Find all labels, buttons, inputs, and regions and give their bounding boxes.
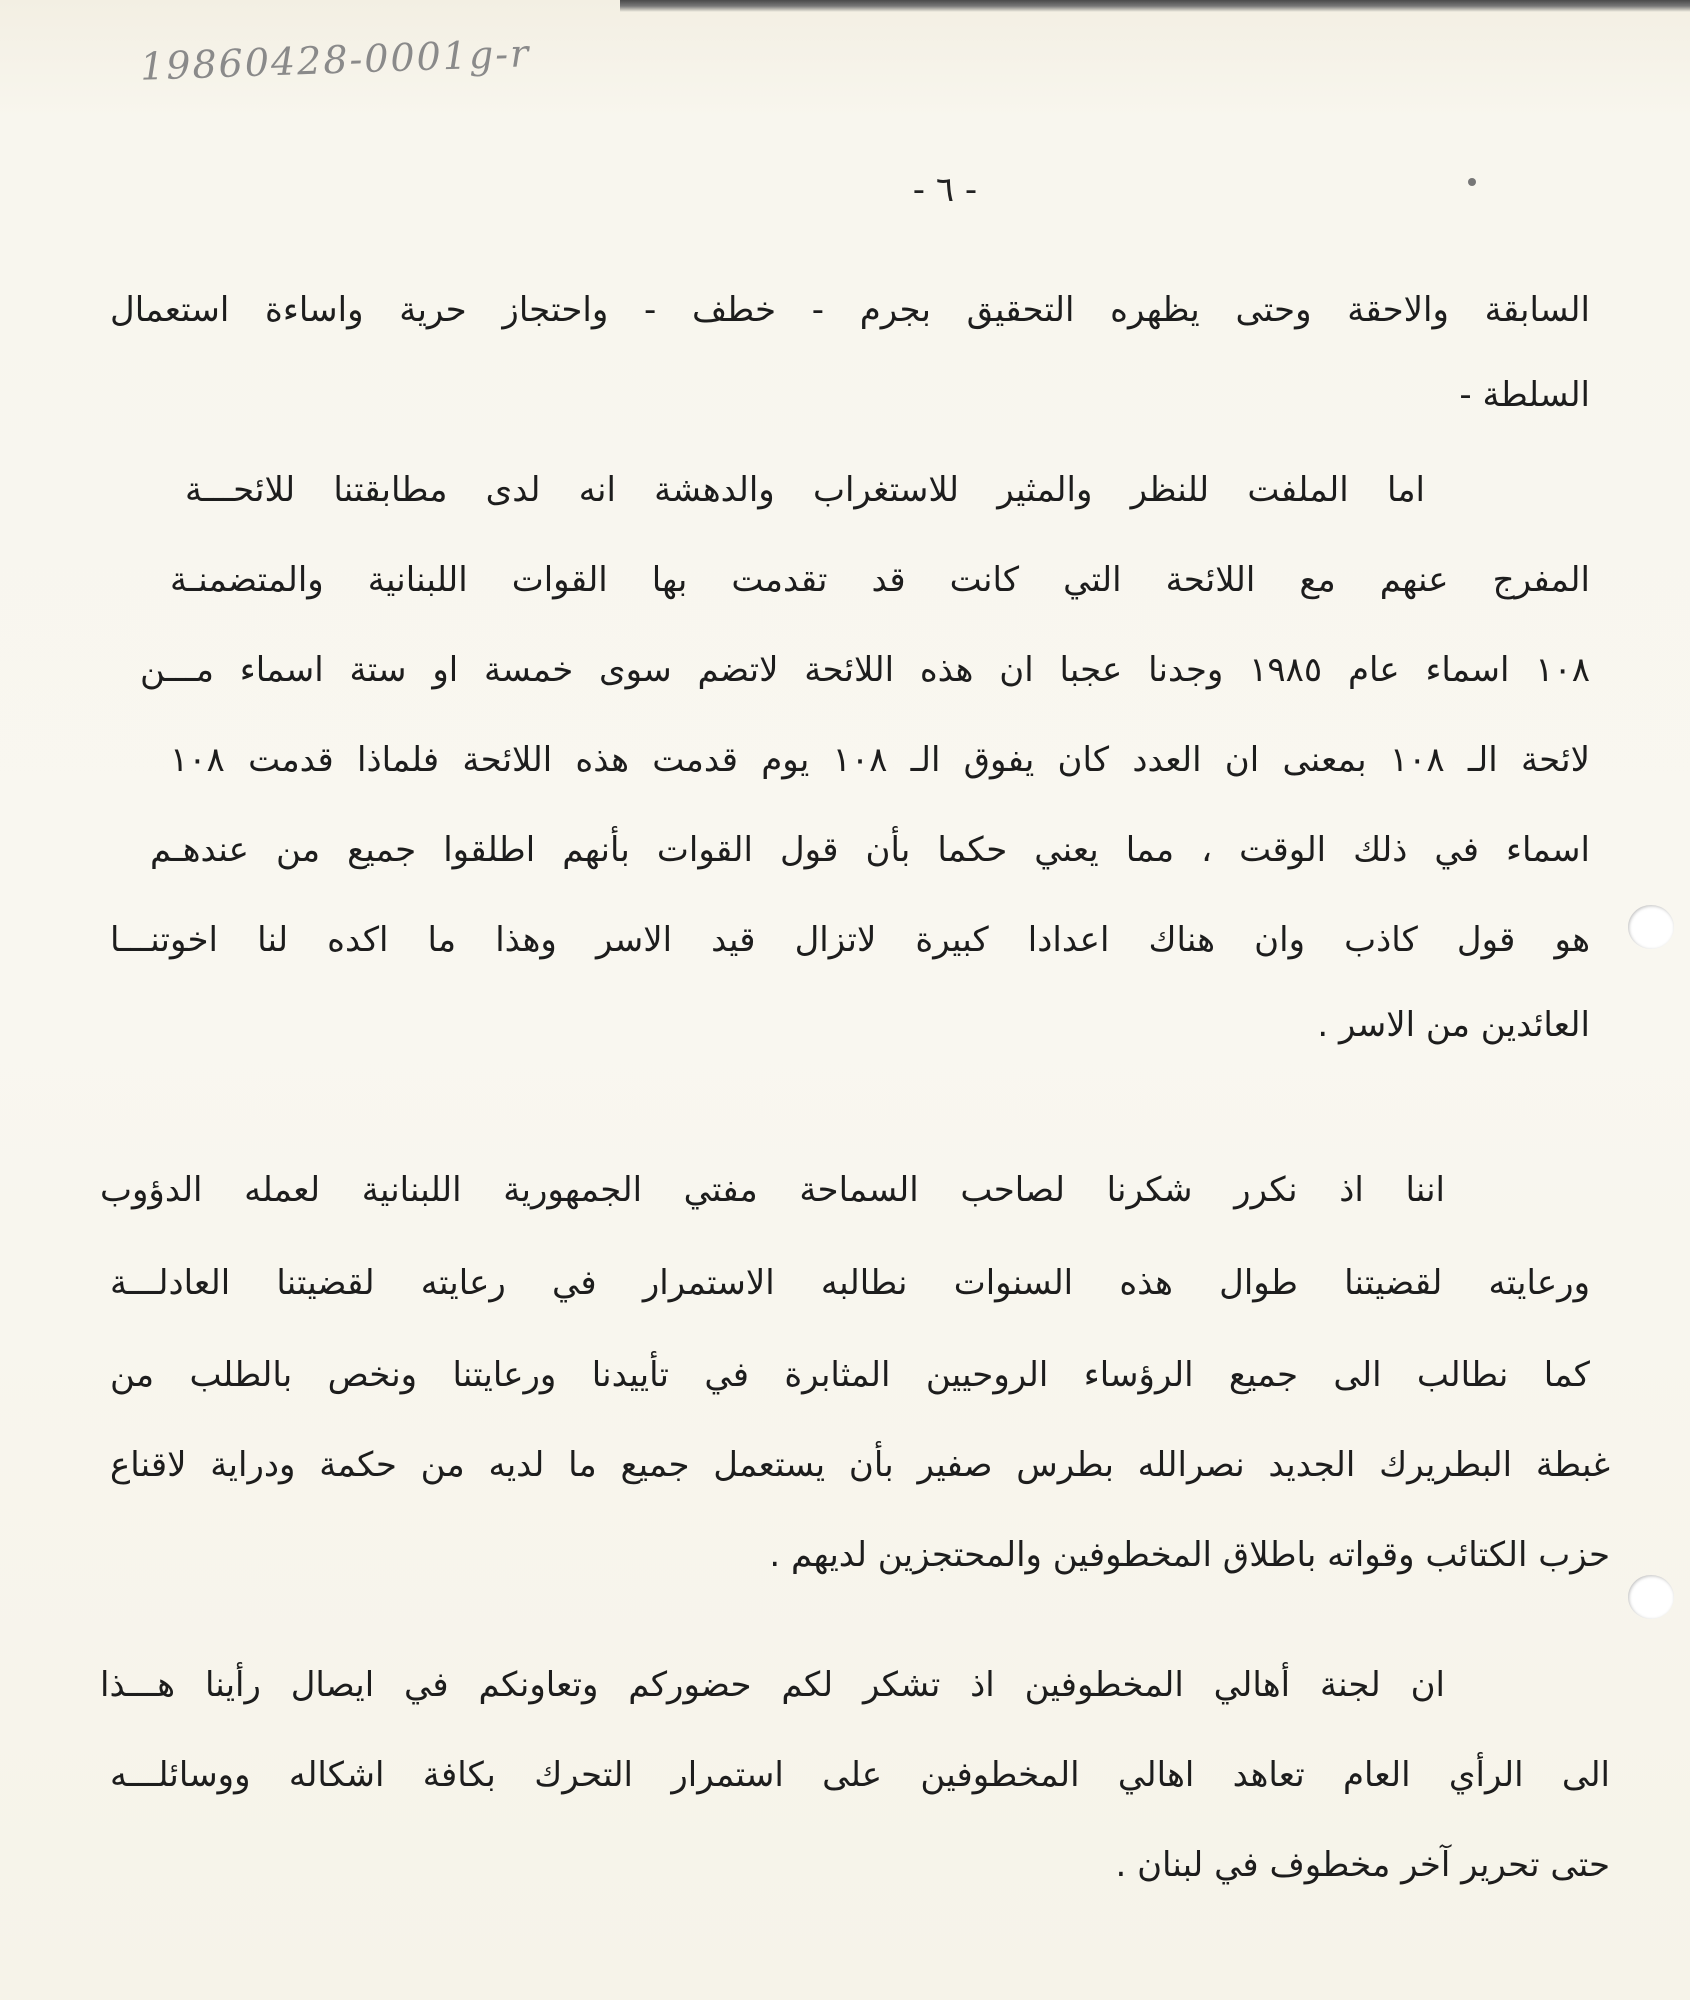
paragraph-line: اما الملفت للنظر والمثير للاستغراب والدهشة انه لدى مطابقتنا للائحـــة — [185, 470, 1425, 510]
paragraph-line: حتى تحرير آخر مخطوف في لبنان . — [1115, 1845, 1610, 1885]
paragraph-line: ان لجنة أهالي المخطوفين اذ تشكر لكم حضوركم وتعاونكم في ايصال رأينا هـــذا — [100, 1665, 1445, 1705]
paragraph-line: هو قول كاذب وان هناك اعدادا كبيرة لاتزال قيد الاسر وهذا ما اكده لنا اخوتنـــا — [110, 920, 1590, 960]
paragraph-line: ١٠٨ اسماء عام ١٩٨٥ وجدنا عجبا ان هذه اللائحة لاتضم سوى خمسة او ستة اسماء مـــن — [140, 650, 1590, 690]
paragraph-line: اننا اذ نكرر شكرنا لصاحب السماحة مفتي الجمهورية اللبنانية لعمله الدؤوب — [100, 1170, 1445, 1210]
paragraph-line: غبطة البطريرك الجديد نصرالله بطرس صفير بأن يستعمل جميع ما لديه من حكمة ودراية لاقناع — [110, 1445, 1610, 1485]
paragraph-line: العائدين من الاسر . — [1317, 1005, 1590, 1045]
page-number: - ٦ - — [912, 170, 978, 210]
paragraph-line: حزب الكتائب وقواته باطلاق المخطوفين والمحتجزين لديهم . — [769, 1535, 1610, 1575]
paragraph-line: المفرج عنهم مع اللائحة التي كانت قد تقدمت بها القوات اللبنانية والمتضمنـة — [170, 560, 1590, 600]
paragraph-line: السلطة - — [1459, 375, 1590, 415]
paragraph-line: اسماء في ذلك الوقت ، مما يعني حكما بأن قول القوات بأنهم اطلقوا جميع من عندهـم — [150, 830, 1590, 870]
paragraph-line: ورعايته لقضيتنا طوال هذه السنوات نطالبه الاستمرار في رعايته لقضيتنا العادلـــة — [110, 1263, 1590, 1303]
punch-hole-icon — [1628, 905, 1674, 949]
scan-edge-shadow — [620, 0, 1690, 12]
paragraph-line: الى الرأي العام تعاهد اهالي المخطوفين على استمرار التحرك بكافة اشكاله ووسائلـــه — [110, 1755, 1610, 1795]
handwritten-reference-number: 19860428-0001g-r — [139, 31, 531, 89]
ink-dot-mark — [1468, 178, 1476, 186]
punch-hole-icon — [1628, 1575, 1674, 1619]
paragraph-line: السابقة والاحقة وحتى يظهره التحقيق بجرم - خطف - واحتجاز حرية واساءة استعمال — [110, 290, 1590, 330]
paragraph-line: كما نطالب الى جميع الرؤساء الروحيين المثابرة في تأييدنا ورعايتنا ونخص بالطلب من — [110, 1355, 1590, 1395]
paragraph-line: لائحة الـ ١٠٨ بمعنى ان العدد كان يفوق الـ ١٠٨ يوم قدمت هذه اللائحة فلماذا قدمت ١٠٨ — [170, 740, 1590, 780]
